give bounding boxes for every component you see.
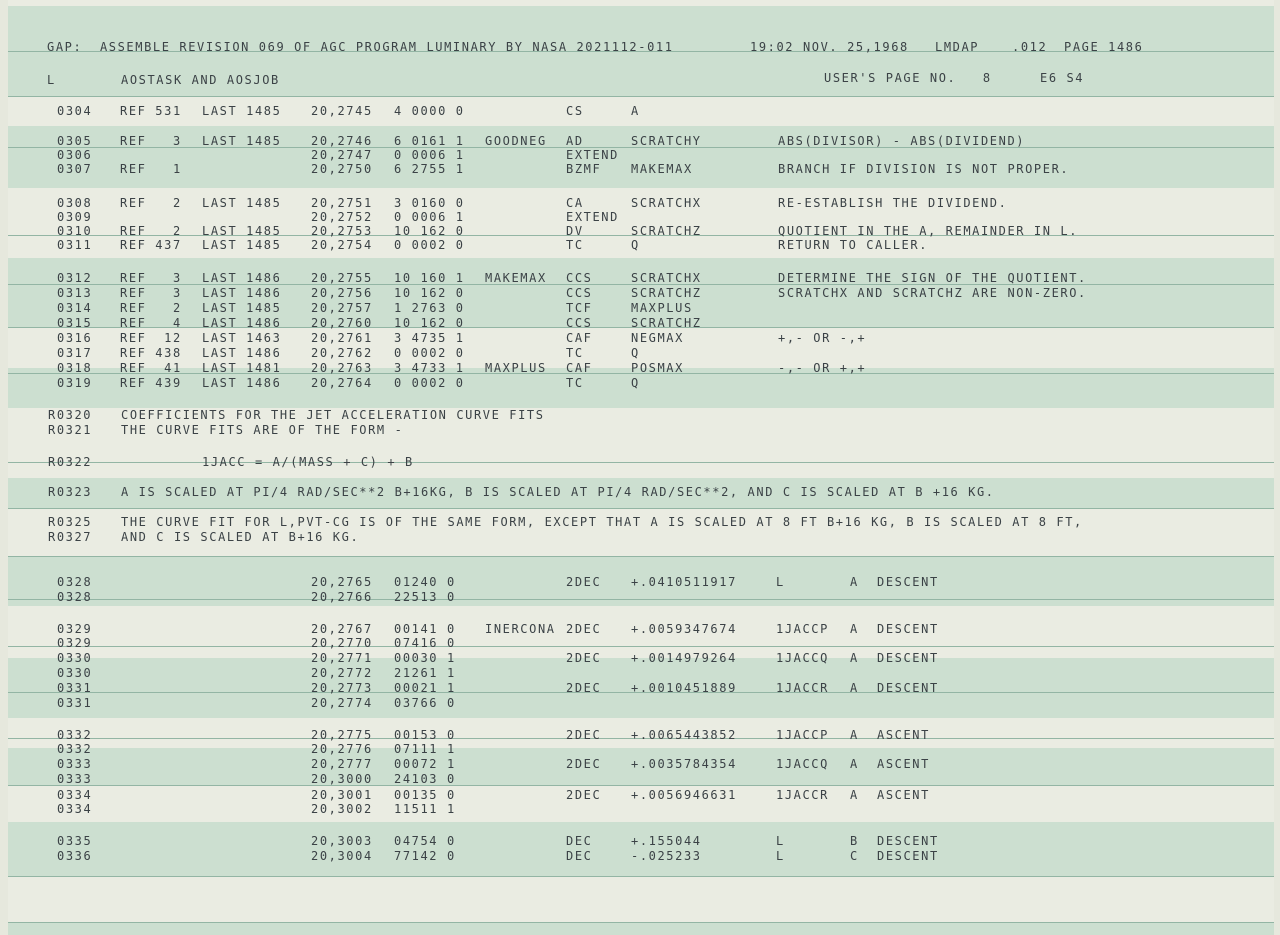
row-label: GOODNEG bbox=[485, 134, 547, 148]
row-op: TC bbox=[566, 238, 584, 252]
row-op: CCS bbox=[566, 271, 593, 285]
row-n: 0314 bbox=[57, 301, 93, 315]
row-addr: 20,2773 bbox=[311, 681, 373, 695]
row-comment: COEFFICIENTS FOR THE JET ACCELERATION CURVE FITS bbox=[121, 408, 545, 422]
row-op: CCS bbox=[566, 316, 593, 330]
row-c1: 1JACCP bbox=[776, 622, 829, 636]
row-op: BZMF bbox=[566, 162, 602, 176]
row-r1: REF 4 bbox=[120, 316, 182, 330]
row-r1: REF 41 bbox=[120, 361, 182, 375]
row-word: 1 2763 0 bbox=[394, 301, 465, 315]
row-r2: LAST 1485 bbox=[202, 196, 282, 210]
band-19 bbox=[8, 922, 1274, 935]
row-addr: 20,3002 bbox=[311, 802, 373, 816]
rule bbox=[8, 556, 1274, 557]
row-r1: REF 3 bbox=[120, 286, 182, 300]
section-title: AOSTASK AND AOSJOB bbox=[121, 73, 280, 87]
row-r1: REF 2 bbox=[120, 301, 182, 315]
row-op: DEC bbox=[566, 834, 593, 848]
row-addr: 20,2756 bbox=[311, 286, 373, 300]
row-comment: ABS(DIVISOR) - ABS(DIVIDEND) bbox=[778, 134, 1026, 148]
row-op: CCS bbox=[566, 286, 593, 300]
row-addr: 20,2770 bbox=[311, 636, 373, 650]
row-word: 4 0000 0 bbox=[394, 104, 465, 118]
row-n: 0318 bbox=[57, 361, 93, 375]
row-n: 0306 bbox=[57, 148, 93, 162]
row-c2: A bbox=[850, 622, 859, 636]
row-op: EXTEND bbox=[566, 148, 619, 162]
row-op: CS bbox=[566, 104, 584, 118]
row-r1: REF 3 bbox=[120, 271, 182, 285]
row-c1: L bbox=[776, 575, 785, 589]
row-operand: +.0010451889 bbox=[631, 681, 737, 695]
row-addr: 20,3003 bbox=[311, 834, 373, 848]
row-c2: A bbox=[850, 651, 859, 665]
row-n: R0323 bbox=[48, 485, 93, 499]
row-op: 2DEC bbox=[566, 728, 602, 742]
row-addr: 20,2751 bbox=[311, 196, 373, 210]
row-comment: THE CURVE FITS ARE OF THE FORM - bbox=[121, 423, 404, 437]
row-word: 00141 0 bbox=[394, 622, 456, 636]
row-word: 6 2755 1 bbox=[394, 162, 465, 176]
page-number: PAGE 1486 bbox=[1064, 40, 1144, 54]
row-operand: SCRATCHZ bbox=[631, 224, 702, 238]
row-n: 0329 bbox=[57, 622, 93, 636]
row-r2: LAST 1485 bbox=[202, 134, 282, 148]
rule bbox=[8, 876, 1274, 877]
rule bbox=[8, 508, 1274, 509]
row-operand: SCRATCHZ bbox=[631, 316, 702, 330]
row-word: 00030 1 bbox=[394, 651, 456, 665]
row-n: 0328 bbox=[57, 590, 93, 604]
row-op: 2DEC bbox=[566, 788, 602, 802]
row-n: 0311 bbox=[57, 238, 93, 252]
row-operand: MAKEMAX bbox=[631, 162, 693, 176]
row-word: 22513 0 bbox=[394, 590, 456, 604]
row-addr: 20,2754 bbox=[311, 238, 373, 252]
row-n: 0304 bbox=[57, 104, 93, 118]
row-r2: LAST 1485 bbox=[202, 238, 282, 252]
row-word: 3 4733 1 bbox=[394, 361, 465, 375]
row-label: MAKEMAX bbox=[485, 271, 547, 285]
row-r1: REF 1 bbox=[120, 162, 182, 176]
row-operand: NEGMAX bbox=[631, 331, 684, 345]
print-num: .012 bbox=[1012, 40, 1048, 54]
row-r1: REF 438 bbox=[120, 346, 182, 360]
row-addr: 20,2774 bbox=[311, 696, 373, 710]
row-addr: 20,2760 bbox=[311, 316, 373, 330]
row-op: 2DEC bbox=[566, 681, 602, 695]
row-addr: 20,2775 bbox=[311, 728, 373, 742]
row-comment: QUOTIENT IN THE A, REMAINDER IN L. bbox=[778, 224, 1079, 238]
row-n: 0332 bbox=[57, 728, 93, 742]
row-r2: LAST 1486 bbox=[202, 376, 282, 390]
band-18 bbox=[8, 876, 1274, 922]
row-addr: 20,2777 bbox=[311, 757, 373, 771]
print-time: 19:02 NOV. 25,1968 bbox=[750, 40, 909, 54]
row-word: 77142 0 bbox=[394, 849, 456, 863]
row-n: 0333 bbox=[57, 772, 93, 786]
row-word: 0 0002 0 bbox=[394, 376, 465, 390]
row-word: 21261 1 bbox=[394, 666, 456, 680]
row-n: 0307 bbox=[57, 162, 93, 176]
row-r2: LAST 1463 bbox=[202, 331, 282, 345]
row-addr: 20,2772 bbox=[311, 666, 373, 680]
row-word: 0 0006 1 bbox=[394, 210, 465, 224]
row-r1: REF 437 bbox=[120, 238, 182, 252]
row-addr: 20,2747 bbox=[311, 148, 373, 162]
row-word: 24103 0 bbox=[394, 772, 456, 786]
row-n: 0328 bbox=[57, 575, 93, 589]
row-c2: A bbox=[850, 575, 859, 589]
row-c3: DESCENT bbox=[877, 575, 939, 589]
row-addr: 20,2766 bbox=[311, 590, 373, 604]
row-r2: LAST 1481 bbox=[202, 361, 282, 375]
row-operand: -.025233 bbox=[631, 849, 702, 863]
row-op: DV bbox=[566, 224, 584, 238]
row-operand: +.0035784354 bbox=[631, 757, 737, 771]
row-comment: SCRATCHX AND SCRATCHZ ARE NON-ZERO. bbox=[778, 286, 1087, 300]
row-addr: 20,2765 bbox=[311, 575, 373, 589]
row-c1: L bbox=[776, 834, 785, 848]
rule bbox=[8, 785, 1274, 786]
row-n: 0312 bbox=[57, 271, 93, 285]
row-c3: DESCENT bbox=[877, 834, 939, 848]
row-op: 2DEC bbox=[566, 757, 602, 771]
row-word: 10 162 0 bbox=[394, 286, 465, 300]
row-comment: DETERMINE THE SIGN OF THE QUOTIENT. bbox=[778, 271, 1087, 285]
row-label: MAXPLUS bbox=[485, 361, 547, 375]
row-addr: 20,3001 bbox=[311, 788, 373, 802]
row-c1: 1JACCQ bbox=[776, 651, 829, 665]
row-comment: +,- OR -,+ bbox=[778, 331, 867, 345]
row-op: DEC bbox=[566, 849, 593, 863]
row-c3: DESCENT bbox=[877, 622, 939, 636]
row-operand: SCRATCHY bbox=[631, 134, 702, 148]
row-word: 00021 1 bbox=[394, 681, 456, 695]
rule bbox=[8, 96, 1274, 97]
row-addr: 20,2767 bbox=[311, 622, 373, 636]
row-c2: A bbox=[850, 757, 859, 771]
users-page: USER'S PAGE NO. 8 bbox=[824, 71, 992, 85]
row-operand: +.0065443852 bbox=[631, 728, 737, 742]
row-r1: REF 2 bbox=[120, 196, 182, 210]
row-operand: +.0059347674 bbox=[631, 622, 737, 636]
row-op: CA bbox=[566, 196, 584, 210]
row-comment: 1JACC = A/(MASS + C) + B bbox=[202, 455, 414, 469]
row-comment: RETURN TO CALLER. bbox=[778, 238, 929, 252]
row-c2: A bbox=[850, 728, 859, 742]
rule bbox=[8, 462, 1274, 463]
row-op: TC bbox=[566, 376, 584, 390]
row-op: AD bbox=[566, 134, 584, 148]
band-2 bbox=[8, 96, 1274, 126]
row-addr: 20,2745 bbox=[311, 104, 373, 118]
row-n: 0331 bbox=[57, 681, 93, 695]
row-word: 0 0002 0 bbox=[394, 238, 465, 252]
row-n: 0334 bbox=[57, 802, 93, 816]
row-addr: 20,2750 bbox=[311, 162, 373, 176]
row-comment: A IS SCALED AT PI/4 RAD/SEC**2 B+16KG, B IS SCALED AT PI/4 RAD/SEC**2, AND C IS SCALED AT B +16 KG. bbox=[121, 485, 995, 499]
row-r1: REF 531 bbox=[120, 104, 182, 118]
row-comment: BRANCH IF DIVISION IS NOT PROPER. bbox=[778, 162, 1070, 176]
row-n: 0313 bbox=[57, 286, 93, 300]
row-op: 2DEC bbox=[566, 651, 602, 665]
program-title: GAP: ASSEMBLE REVISION 069 OF AGC PROGRAM LUMINARY BY NASA 2021112-011 bbox=[47, 40, 674, 54]
row-c3: ASCENT bbox=[877, 757, 930, 771]
row-c3: DESCENT bbox=[877, 849, 939, 863]
row-n: 0317 bbox=[57, 346, 93, 360]
row-operand: Q bbox=[631, 346, 640, 360]
row-label: INERCONA bbox=[485, 622, 556, 636]
row-addr: 20,2757 bbox=[311, 301, 373, 315]
row-operand: Q bbox=[631, 238, 640, 252]
row-op: EXTEND bbox=[566, 210, 619, 224]
row-word: 10 160 1 bbox=[394, 271, 465, 285]
row-word: 04754 0 bbox=[394, 834, 456, 848]
row-r1: REF 3 bbox=[120, 134, 182, 148]
row-addr: 20,2746 bbox=[311, 134, 373, 148]
row-n: 0330 bbox=[57, 666, 93, 680]
row-operand: +.0410511917 bbox=[631, 575, 737, 589]
row-n: 0309 bbox=[57, 210, 93, 224]
row-word: 3 4735 1 bbox=[394, 331, 465, 345]
row-n: R0322 bbox=[48, 455, 93, 469]
row-word: 10 162 0 bbox=[394, 224, 465, 238]
row-addr: 20,2764 bbox=[311, 376, 373, 390]
row-r1: REF 2 bbox=[120, 224, 182, 238]
row-n: 0334 bbox=[57, 788, 93, 802]
row-n: 0333 bbox=[57, 757, 93, 771]
row-addr: 20,2771 bbox=[311, 651, 373, 665]
row-r2: LAST 1485 bbox=[202, 301, 282, 315]
row-op: 2DEC bbox=[566, 622, 602, 636]
row-c2: A bbox=[850, 681, 859, 695]
row-c2: A bbox=[850, 788, 859, 802]
row-r2: LAST 1486 bbox=[202, 316, 282, 330]
rule bbox=[8, 599, 1274, 600]
row-comment: RE-ESTABLISH THE DIVIDEND. bbox=[778, 196, 1008, 210]
row-c3: ASCENT bbox=[877, 728, 930, 742]
row-comment: -,- OR +,+ bbox=[778, 361, 867, 375]
row-n: R0327 bbox=[48, 530, 93, 544]
row-operand: SCRATCHZ bbox=[631, 286, 702, 300]
row-n: 0316 bbox=[57, 331, 93, 345]
row-r1: REF 12 bbox=[120, 331, 182, 345]
page-code: E6 S4 bbox=[1040, 71, 1085, 85]
row-c1: L bbox=[776, 849, 785, 863]
row-addr: 20,3000 bbox=[311, 772, 373, 786]
row-n: 0336 bbox=[57, 849, 93, 863]
row-n: R0320 bbox=[48, 408, 93, 422]
row-r2: LAST 1485 bbox=[202, 224, 282, 238]
row-word: 10 162 0 bbox=[394, 316, 465, 330]
row-operand: SCRATCHX bbox=[631, 271, 702, 285]
row-addr: 20,2776 bbox=[311, 742, 373, 756]
row-word: 07416 0 bbox=[394, 636, 456, 650]
row-r1: REF 439 bbox=[120, 376, 182, 390]
row-operand: +.0056946631 bbox=[631, 788, 737, 802]
row-word: 3 0160 0 bbox=[394, 196, 465, 210]
row-op: CAF bbox=[566, 361, 593, 375]
row-word: 6 0161 1 bbox=[394, 134, 465, 148]
row-word: 0 0002 0 bbox=[394, 346, 465, 360]
row-n: 0319 bbox=[57, 376, 93, 390]
row-addr: 20,2761 bbox=[311, 331, 373, 345]
row-op: TC bbox=[566, 346, 584, 360]
row-addr: 20,3004 bbox=[311, 849, 373, 863]
row-operand: +.155044 bbox=[631, 834, 702, 848]
row-c3: DESCENT bbox=[877, 681, 939, 695]
row-comment: AND C IS SCALED AT B+16 KG. bbox=[121, 530, 360, 544]
row-n: R0321 bbox=[48, 423, 93, 437]
row-word: 0 0006 1 bbox=[394, 148, 465, 162]
row-n: 0331 bbox=[57, 696, 93, 710]
row-n: 0310 bbox=[57, 224, 93, 238]
rule bbox=[8, 646, 1274, 647]
row-c1: 1JACCR bbox=[776, 788, 829, 802]
row-op: 2DEC bbox=[566, 575, 602, 589]
row-n: 0332 bbox=[57, 742, 93, 756]
row-n: R0325 bbox=[48, 515, 93, 529]
row-addr: 20,2753 bbox=[311, 224, 373, 238]
row-c1: 1JACCQ bbox=[776, 757, 829, 771]
row-addr: 20,2762 bbox=[311, 346, 373, 360]
row-operand: Q bbox=[631, 376, 640, 390]
rule bbox=[8, 922, 1274, 923]
row-n: 0329 bbox=[57, 636, 93, 650]
row-addr: 20,2763 bbox=[311, 361, 373, 375]
row-operand: A bbox=[631, 104, 640, 118]
row-operand: POSMAX bbox=[631, 361, 684, 375]
row-c1: 1JACCR bbox=[776, 681, 829, 695]
row-word: 07111 1 bbox=[394, 742, 456, 756]
row-n: 0335 bbox=[57, 834, 93, 848]
row-word: 00072 1 bbox=[394, 757, 456, 771]
row-c1: 1JACCP bbox=[776, 728, 829, 742]
row-op: CAF bbox=[566, 331, 593, 345]
row-operand: MAXPLUS bbox=[631, 301, 693, 315]
row-c3: ASCENT bbox=[877, 788, 930, 802]
row-c3: DESCENT bbox=[877, 651, 939, 665]
row-comment: THE CURVE FIT FOR L,PVT-CG IS OF THE SAME FORM, EXCEPT THAT A IS SCALED AT 8 FT B+16 KG, B IS SCALED AT 8 FT, bbox=[121, 515, 1083, 529]
row-word: 00153 0 bbox=[394, 728, 456, 742]
row-r2: LAST 1486 bbox=[202, 271, 282, 285]
row-word: 11511 1 bbox=[394, 802, 456, 816]
row-n: 0305 bbox=[57, 134, 93, 148]
row-operand: SCRATCHX bbox=[631, 196, 702, 210]
row-r2: LAST 1485 bbox=[202, 104, 282, 118]
row-word: 00135 0 bbox=[394, 788, 456, 802]
row-c2: B bbox=[850, 834, 859, 848]
row-n: 0308 bbox=[57, 196, 93, 210]
row-r2: LAST 1486 bbox=[202, 286, 282, 300]
row-addr: 20,2752 bbox=[311, 210, 373, 224]
row-word: 01240 0 bbox=[394, 575, 456, 589]
row-n: 0330 bbox=[57, 651, 93, 665]
row-r2: LAST 1486 bbox=[202, 346, 282, 360]
header-l: L bbox=[47, 73, 56, 87]
row-addr: 20,2755 bbox=[311, 271, 373, 285]
row-c2: C bbox=[850, 849, 859, 863]
row-word: 03766 0 bbox=[394, 696, 456, 710]
row-operand: +.0014979264 bbox=[631, 651, 737, 665]
row-op: TCF bbox=[566, 301, 593, 315]
print-tag: LMDAP bbox=[935, 40, 980, 54]
row-n: 0315 bbox=[57, 316, 93, 330]
